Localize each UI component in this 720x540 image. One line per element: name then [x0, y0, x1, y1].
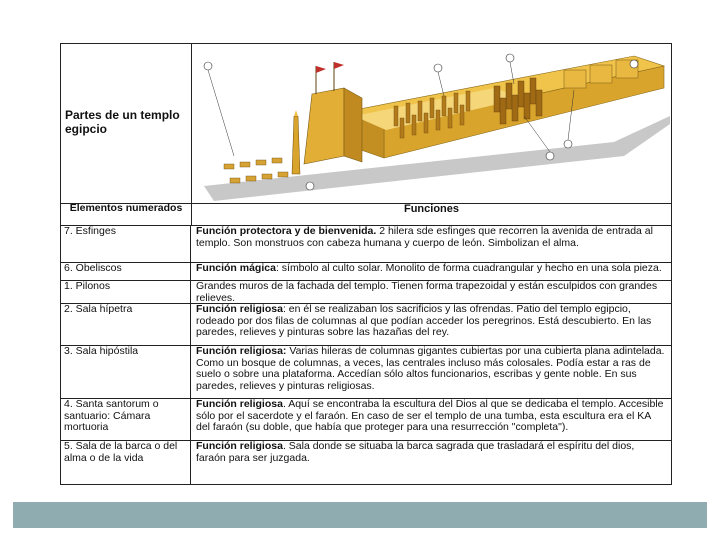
function-text: Grandes muros de la fachada del templo. Tienen forma trapezoidal y están esculpidos con grandes relieves.: [196, 280, 658, 304]
element-cell: 7. Esfinges: [61, 225, 191, 262]
function-label: Función religiosa: [196, 303, 283, 315]
function-label: Función mágica: [196, 262, 276, 274]
slide-footer-bar: [13, 502, 707, 528]
function-text: . Sala donde se situaba la barca sagrada que trasladará el espíritu del dios, faraón para ser juzgada.: [196, 440, 635, 464]
table-row: [61, 225, 671, 263]
function-cell: [192, 262, 671, 280]
function-label: Función protectora y de bienvenida.: [196, 225, 377, 237]
element-cell: 4. Santa santorum o santuario: Cámara mortuoria: [61, 398, 191, 440]
function-label: Función religiosa: [196, 440, 283, 452]
function-cell: [192, 440, 671, 484]
function-cell: [192, 225, 671, 262]
element-cell: 6. Obeliscos: [61, 262, 191, 280]
function-text: . Aquí se encontraba la escultura del Dios al que se dedicaba el templo. Accesible sólo por el sacerdote y el faraón. En caso de ser el templo de una tumba, esta escultura era el KA del faraón (su doble, que había que proteger para una resurrección "completa").: [196, 398, 664, 433]
function-text: Varias hileras de columnas gigantes cubiertas por una cubierta plana adintelada. Como un bosque de columnas, a veces, las centrales incluso más colosales. Podía estar a ras de suelo o sobre una plataforma. Accedían sólo altos funcionarios, escribas y gente noble. En sus paredes, relieves y pinturas religiosas.: [196, 345, 665, 392]
table-row: [61, 440, 671, 484]
function-cell: [192, 303, 671, 345]
title-cell: [61, 44, 192, 203]
function-cell: [192, 280, 671, 303]
function-label: Función religiosa: [196, 398, 283, 410]
egyptian-temple-illustration: [194, 46, 670, 201]
table-row: [61, 303, 671, 346]
element-cell: 2. Sala hípetra: [61, 303, 191, 345]
element-cell: 5. Sala de la barca o del alma o de la vida: [61, 440, 191, 484]
element-cell: 1. Pilonos: [61, 280, 191, 303]
table-title: Partes de un templo egipcio: [65, 108, 180, 136]
header-functions: Funciones: [403, 203, 459, 215]
function-text: : símbolo al culto solar. Monolito de forma cuadrangular y hecho en una sola pieza.: [275, 262, 662, 274]
header-elements: Elementos numerados: [61, 203, 192, 225]
table-row: [61, 398, 671, 441]
function-text: 2 hilera sde esfinges que recorren la avenida de entrada al templo. Son monstruos con cabeza humana y cuerpo de león. Simbolizan el alma.: [196, 225, 653, 249]
table-row: [61, 345, 671, 399]
illustration-row: [61, 44, 671, 204]
table-row: [61, 262, 671, 281]
function-text: : en él se realizaban los sacrificios y las ofrendas. Patio del templo egipcio, rodeado por dos filas de columnas al que podían acceder los peregrinos. Está descubierto. En las paredes, relieves y pinturas sobre las hazañas del rey.: [196, 303, 652, 338]
element-cell: 3. Sala hipóstila: [61, 345, 191, 398]
table-header-row: [61, 203, 671, 226]
function-cell: [192, 398, 671, 440]
function-cell: [192, 345, 671, 398]
temple-parts-table: [60, 43, 672, 485]
table-row: [61, 280, 671, 304]
function-label: Función religiosa:: [196, 345, 287, 357]
